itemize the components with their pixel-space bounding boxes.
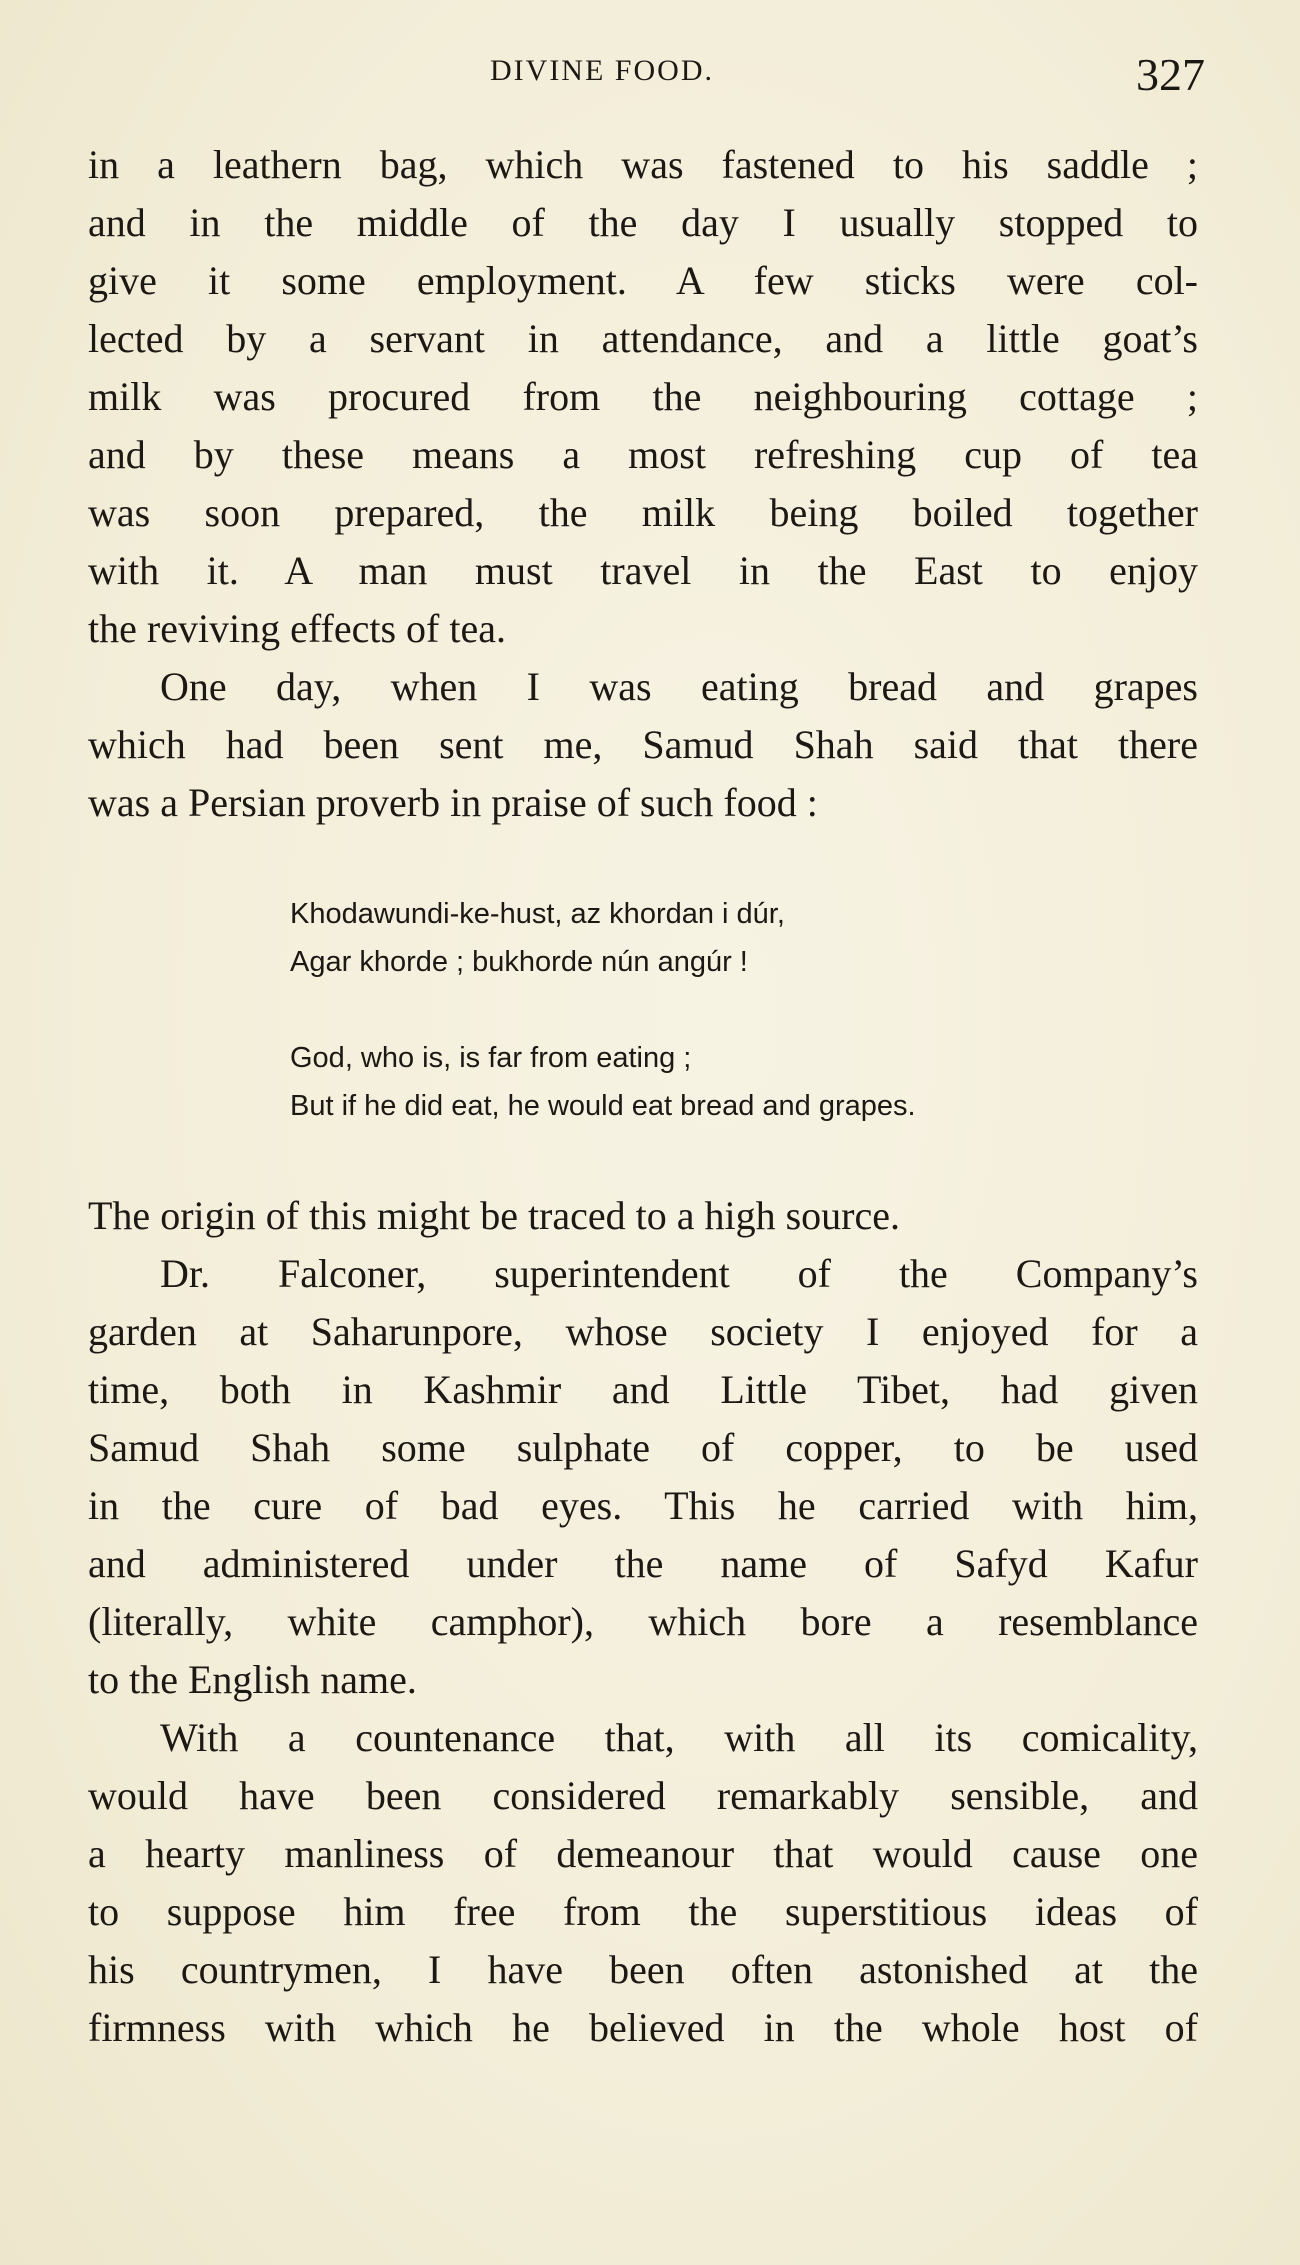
text-line: was soon prepared, the milk being boiled together (88, 490, 1198, 535)
text-line: Samud Shah some sulphate of copper, to be used (88, 1425, 1198, 1470)
text-line: The origin of this might be traced to a high source. (88, 1193, 901, 1238)
text-line: which had been sent me, Samud Shah said that there (88, 722, 1198, 767)
text-line: Dr. Falconer, superintendent of the Company’s (160, 1251, 1198, 1296)
paragraph (88, 136, 1198, 658)
verse-spacer (290, 986, 1110, 1034)
text-line: the reviving effects of tea. (88, 606, 506, 651)
paragraph (88, 1187, 1198, 1245)
text-line: in a leathern bag, which was fastened to his saddle ; (88, 142, 1198, 187)
text-line: lected by a servant in attendance, and a little goat’s (88, 316, 1198, 361)
text-line: to the English name. (88, 1657, 417, 1702)
text-line: and in the middle of the day I usually stopped to (88, 200, 1198, 245)
verse-line: Khodawundi-ke-hust, az khordan i dúr, (290, 898, 785, 930)
text-line: One day, when I was eating bread and grapes (160, 664, 1198, 709)
paragraph (88, 1245, 1198, 1709)
page-number: 327 (1136, 49, 1205, 100)
text-line: was a Persian proverb in praise of such food : (88, 780, 818, 825)
text-line: to suppose him free from the superstitious ideas of (88, 1889, 1198, 1934)
paragraph (88, 1709, 1198, 2057)
text-line: would have been considered remarkably sensible, and (88, 1773, 1198, 1818)
main-text-bottom (88, 1187, 1198, 2057)
running-head (90, 48, 1205, 108)
text-line: his countrymen, I have been often astonished at the (88, 1947, 1198, 1992)
verse-translation-line: But if he did eat, he would eat bread and grapes. (290, 1090, 916, 1122)
verse-quotation (290, 890, 1110, 1130)
text-line: in the cure of bad eyes. This he carried with him, (88, 1483, 1198, 1528)
paragraph (88, 658, 1198, 832)
text-line: firmness with which he believed in the whole host of (88, 2005, 1198, 2050)
text-line: and administered under the name of Safyd Kafur (88, 1541, 1198, 1586)
text-line: (literally, white camphor), which bore a resemblance (88, 1599, 1198, 1644)
text-line: a hearty manliness of demeanour that would cause one (88, 1831, 1198, 1876)
running-title: DIVINE FOOD. (490, 54, 714, 87)
text-line: with it. A man must travel in the East to enjoy (88, 548, 1198, 593)
text-line: milk was procured from the neighbouring cottage ; (88, 374, 1198, 419)
text-line: garden at Saharunpore, whose society I enjoyed for a (88, 1309, 1198, 1354)
main-text-top (88, 136, 1198, 832)
text-line: give it some employment. A few sticks were col- (88, 258, 1198, 303)
verse-line: Agar khorde ; bukhorde nún angúr ! (290, 946, 748, 978)
text-line: time, both in Kashmir and Little Tibet, had given (88, 1367, 1198, 1412)
text-line: With a countenance that, with all its comicality, (160, 1715, 1198, 1760)
text-line: and by these means a most refreshing cup of tea (88, 432, 1198, 477)
verse-translation-line: God, who is, is far from eating ; (290, 1042, 692, 1074)
